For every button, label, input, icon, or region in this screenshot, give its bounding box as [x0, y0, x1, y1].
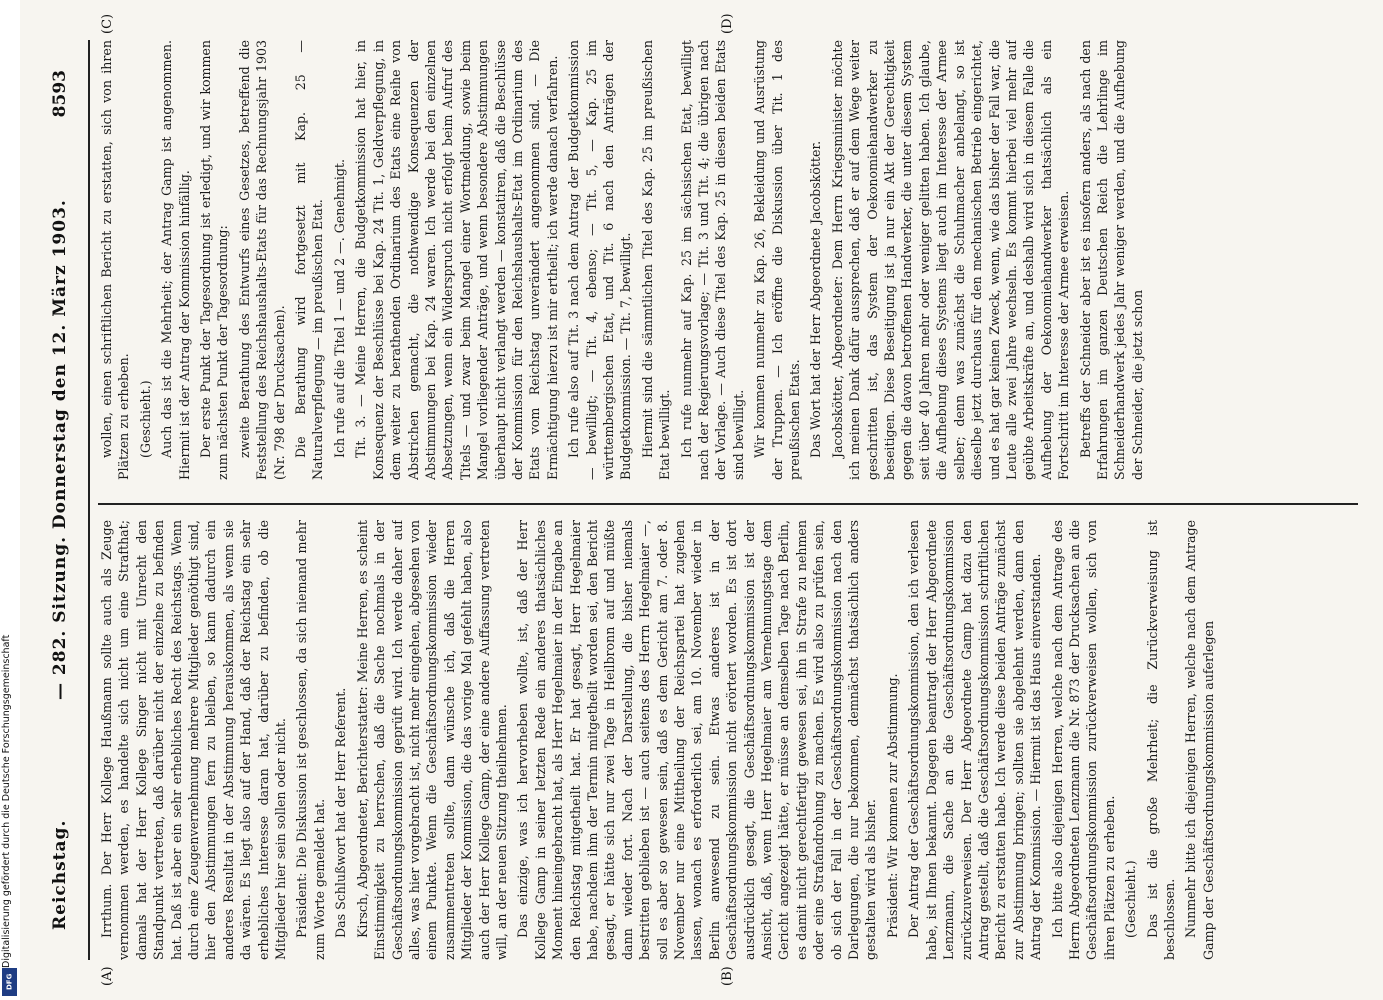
paragraph: Jacobskötter, Abgeordneter: Dem Herrn Kriegsminister möchte ich meinen Dank dafür aussprechen, daß er auf dem Wege weiter geschritten ist, das System der Oekonomiehandwerker zu beseitigen. Diese Beseitigung ist ja nur ein Akt der Gerechtigkeit gegen die davon betroffenen Handwerker, die unter diesem System seit über 40 Jahren mehr oder weniger gelitten haben. Ich glaube, die Aufhebung dieses Systems liegt auch im Interesse der Armee selber; denn was zunächst die Schuhmacher anbelangt, so ist dieselbe jetzt durchaus für den mechanischen Betrieb eingerichtet, und es hat gar keinen Zweck, wenn, wie das bisher der Fall war, die Leute alle zwei Jahre wechseln. Es kommt hierbei viel mehr auf geübte Arbeitskräfte an, und deshalb wird sich in diesem Falle die Aufhebung der Oekonomiehandwerker thatsächlich als ein Fortschritt im Interesse der Armee erweisen. — [829, 40, 1072, 480]
paragraph: Hiermit sind die sämmtlichen Titel des Kap. 25 im preußischen Etat bewilligt. — [639, 40, 673, 480]
column-rule — [98, 503, 1358, 505]
dfg-logo: DFG — [2, 968, 17, 996]
paragraph: Der Antrag der Geschäftsordnungskommission, den ich verlesen habe, ist Ihnen bekannt. Dagegen beantragt der Herr Abgeordnete Lenzmann, die Sache an die Geschäftsordnungskommission zurückzuverweisen. Der Herr Abgeordnete Gamp hat dazu den Antrag gestellt, daß die Geschäftsordnungskommission schriftlichen Bericht zu erstatten habe. Ich werde diese beiden Anträge zunächst zur Abstimmung bringen; sollten sie abgelehnt werden, dann den Antrag der Kommission. — Hiermit ist das Haus einverstanden. — [906, 520, 1044, 960]
header-publication: Reichstag. — [50, 819, 70, 930]
right-column — [98, 40, 1358, 480]
paragraph: Tit. 3. — Meine Herren, die Budgetkommission hat hier, in Konsequenz der Beschlüsse bei Kap. 24 Tit. 1, Geldverpflegung, in dem weiter zu berathenden Ordinarium des Etats eine Reihe von Abstrichen gemacht, die nothwendige Konsequenzen der Abstimmungen bei Kap. 24 waren. Ich werde bei den einzelnen Absetzungen, wenn ein Widerspruch nicht erfolgt beim Aufruf des Titels — und zwar beim Mangel einer Wortmeldung, sowie beim Mangel vorliegender Anträge, und wenn besondere Abstimmungen überhaupt nicht verlangt werden — konstatiren, daß die Beschlüsse der Kommission für den Reichshaushalts-Etat im Ordinarium des Etats vom Reichstag unverändert angenommen sind. — Die Ermächtigung hierzu ist mir ertheilt; ich werde danach verfahren. — [353, 40, 560, 480]
paragraph: Das Schlußwort hat der Herr Referent. — [333, 687, 349, 938]
margin-mark-c: (C) — [100, 13, 115, 34]
page-header — [28, 40, 90, 960]
paragraph: Präsident: Die Diskussion ist geschlossen, da sich niemand mehr zum Worte gemeldet hat. — [294, 520, 327, 960]
paragraph: Das Wort hat der Herr Abgeordnete Jacobskötter. — [808, 140, 824, 458]
left-column — [98, 520, 1358, 960]
paragraph: zweite Berathung des Entwurfs eines Gesetzes, betreffend die Feststellung des Reichshaushalts-Etats für das Rechnungsjahr 1903 (Nr. 798 der Drucksachen). — [236, 40, 287, 480]
paragraph: Ich rufe nunmehr auf Kap. 25 im sächsischen Etat, bewilligt nach der Regierungsvorlage; — Tit. 3 und Tit. 4; die übrigen nach der Vorlage. — Auch diese Titel des Kap. 25 in diesen beiden Etats sind bewilligt. — [678, 40, 746, 480]
paragraph: Irrthum. Der Herr Kollege Haußmann sollte auch als Zeuge vernommen werden, es handelte sich nicht um eine Strafthat; damals hat der Herr Kollege Singer nicht mit Unrecht den Standpunkt vertreten, daß darüber nicht der einzelne zu befinden hat. Daß ist aber ein sehr erhebliches Recht des Reichstags. Wenn durch eine Zeugenvernehmung mehrere Mitglieder genöthigt sind, hier den Abstimmungen fern zu bleiben, so kann dadurch ein anderes Resultat in der Abstimmung herauskommen, als wenn sie da wären. Es liegt also auf der Hand, daß der Reichstag ein sehr erhebliches Interesse daran hat, darüber zu befinden, ob die Mitglieder hier sein sollen oder nicht. — [99, 520, 289, 960]
paragraph: Auch das ist die Mehrheit; der Antrag Gamp ist angenommen. Hiermit ist der Antrag der Kommission hinfällig. — [159, 40, 192, 480]
attribution-text: Digitalisierung gefördert durch die Deutsche Forschungsgemeinschaft — [1, 634, 12, 968]
paragraph: Das einzige, was ich hervorheben wollte, ist, daß der Herr Kollege Gamp in seiner letzten Rede ein anderes thatsächliches Moment hineingebracht hat, als Herr Hegelmaier in der Eingabe an den Reichstag mitgetheilt hat. Er hat gesagt, Herr Hegelmaier habe, nachdem ihm der Termin mitgetheilt worden sei, den Bericht gesagt, er hätte sich nur zwei Tage in Heilbronn auf und müßte dann wieder fort. Nach der Darstellung, die bisher niemals bestritten geblieben ist — auch seitens des Herrn Hegelmaier —, soll es aber so gewesen sein, daß es dem Gericht am 7. oder 8. November nur eine Mittheilung der Reichspartei hat zugehen lassen, wonach es erforderlich sei, am 10. November wieder in Berlin anwesend zu sein. Etwas anderes ist in der Geschäftsordnungskommission nicht erörtert worden. Es ist dort ausdrücklich gesagt, die Geschäftsordnungskommission ist der Ansicht, daß, wenn Herr Hegelmaier am Vernehmungstage dem Gericht angezeigt hätte, er müsse an demselben Tage nach Berlin, es damit nicht gerechtfertigt gewesen sei, ihn in Strafe zu nehmen oder eine Strafandrohung zu machen. Es wird also zu prüfen sein, ob sich der Fall in der Geschäftsordnungskommission nach den Darlegungen, die nur bekommen, demnächst thatsächlich anders gestalten wird als bisher. — [515, 520, 879, 960]
margin-mark-b: (B) — [720, 966, 735, 986]
digitization-sidebar — [0, 0, 20, 1000]
paragraph: Ich rufe also auf Tit. 3 nach dem Antrag der Budgetkommission — bewilligt; — Tit. 4, ebenso; — Tit. 5, — Kap. 25 im württembergischen Etat, und Tit. 6 nach den Anträgen der Budgetkommission. — Tit. 7, bewilligt. — [566, 40, 634, 480]
paragraph: Kirsch, Abgeordneter, Berichterstatter: Meine Herren, es scheint Einstimmigkeit zu herrschen, daß die Sache nochmals in der Geschäftsordnungskommission geprüft wird. Ich werde daher auf alles, was hier vorgebracht ist, nicht mehr eingehen, abgesehen von einem Punkte. Wenn die Geschäftsordnungskommission wieder zusammentreten sollte, dann wünsche ich, daß die Herren Mitglieder der Kommission, die das vorige Mal gefehlt haben, also auch der Herr Kollege Gamp, der eine andere Auffassung vertreten will, an der neuen Sitzung theilnehmen. — [354, 520, 509, 960]
margin-mark-a: (A) — [100, 966, 115, 986]
paragraph: Ich bitte also diejenigen Herren, welche nach dem Antrage des Herrn Abgeordneten Lenzmann die Nr. 873 der Drucksachen an die Geschäftsordnungskommission zurückverweisen wollen, sich von ihren Plätzen zu erheben. — [1049, 520, 1117, 960]
paragraph: Nunmehr bitte ich diejenigen Herren, welche nach dem Antrage Gamp der Geschäftsordnungskommission auferlegen — [1183, 520, 1216, 960]
page-content-rotated — [20, 0, 1383, 1000]
margin-mark-d: (D) — [720, 13, 735, 34]
scanned-page — [20, 0, 1383, 1000]
paragraph: Betreffs der Schneider aber ist es insofern anders, als nach den Erfahrungen im ganzen Deutschen Reich die Lehrlinge im Schneiderhandwerk jedes Jahr weniger werden, und die Aufhebung der Schneider, die jetzt schon — [1077, 40, 1145, 480]
paragraph: Der erste Punkt der Tagesordnung ist erledigt, und wir kommen zum nächsten Punkt der Tagesordnung: — [198, 40, 231, 480]
paragraph: wollen, einen schriftlichen Bericht zu erstatten, sich von ihren Plätzen zu erheben. — [99, 40, 132, 480]
paragraph: (Geschieht.) — [137, 380, 153, 458]
paragraph: (Geschieht.) — [1123, 860, 1139, 938]
paragraph: Präsident: Wir kommen zur Abstimmung. — [884, 673, 900, 938]
paragraph: Die Berathung wird fortgesetzt mit Kap. 25 — Naturalverpflegung — im preußischen Etat. — [293, 40, 326, 480]
header-session: — 282. Sitzung. Donnerstag den 12. März 1903. — [50, 199, 70, 700]
paragraph: Das ist die große Mehrheit; die Zurückverweisung ist beschlossen. — [1144, 520, 1177, 960]
page-number: 8593 — [50, 70, 70, 118]
paragraph: Ich rufe auf die Titel 1 — und 2 —. Genehmigt. — [331, 159, 347, 458]
paragraph: Wir kommen nunmehr zu Kap. 26, Bekleidung und Ausrüstung der Truppen. — Ich eröffne die Diskussion über Tit. 1 des preußischen Etats. — [752, 40, 803, 480]
